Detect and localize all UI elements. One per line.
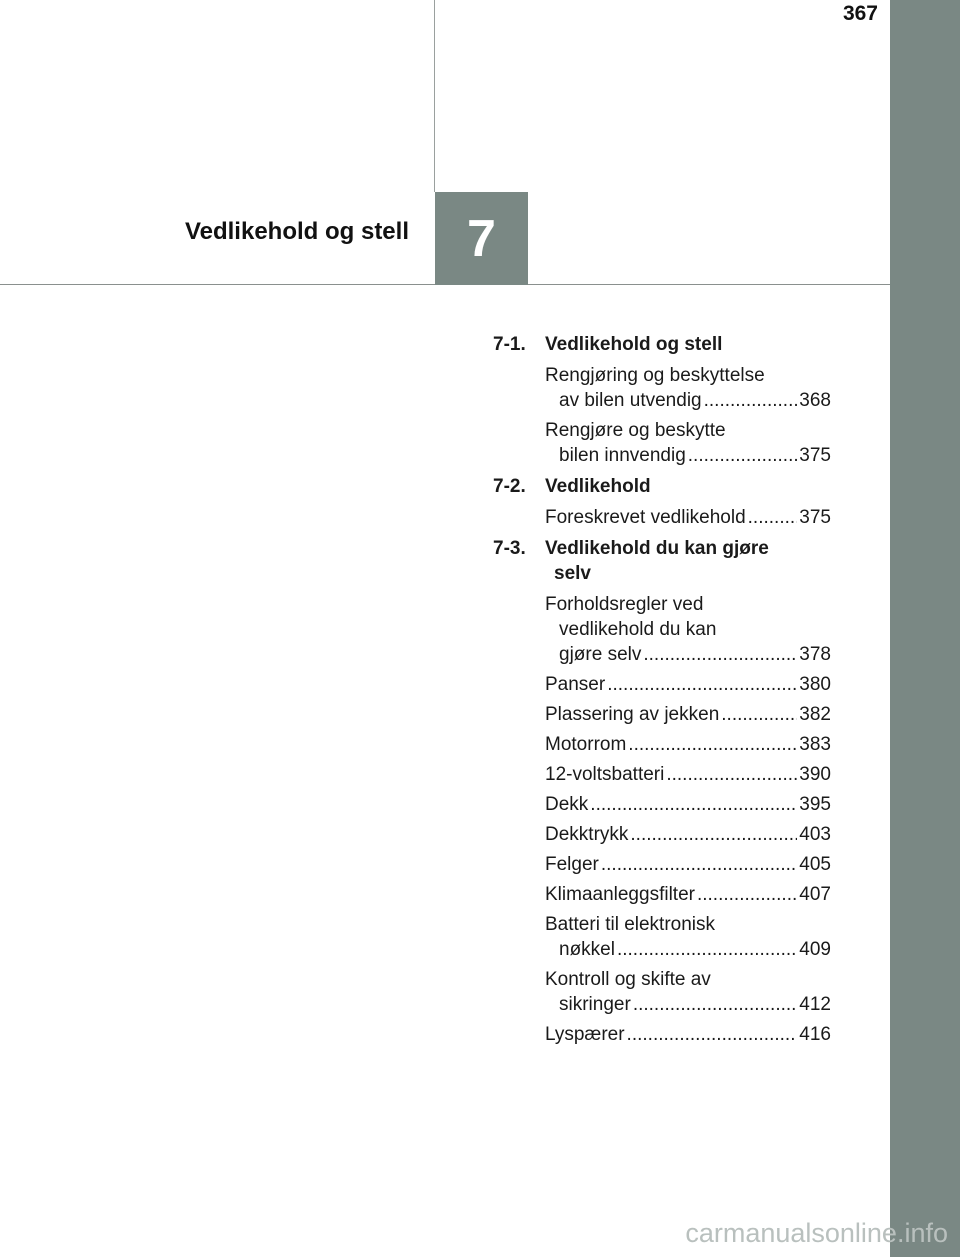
toc-section-title-line: Vedlikehold (545, 476, 651, 497)
toc-section-title-line: Vedlikehold og stell (545, 334, 723, 355)
chapter-side-bar (890, 0, 960, 1257)
toc-entry-text: Felger (545, 854, 599, 875)
toc-entry (545, 418, 831, 468)
toc-entry-row (545, 388, 831, 413)
toc-entry-text: Forholdsregler ved (545, 594, 704, 615)
toc-entry (545, 822, 831, 847)
toc-entry-row (545, 443, 831, 468)
toc-section-number: 7-1. (493, 334, 526, 355)
dot-leader (666, 762, 797, 787)
toc-entry-text: sikringer (559, 994, 631, 1015)
toc-entry-page: 383 (799, 734, 831, 755)
toc-entry-row (545, 505, 831, 530)
table-of-contents (493, 332, 831, 1053)
dot-leader (627, 1022, 798, 1047)
toc-entry (545, 792, 831, 817)
toc-entry-text: av bilen utvendig (559, 390, 702, 411)
dot-leader (607, 672, 797, 697)
toc-entry-row (545, 642, 831, 667)
toc-entry (545, 732, 831, 757)
dot-leader (643, 642, 797, 667)
toc-entry-text: Panser (545, 674, 606, 695)
toc-entry-page: 382 (799, 704, 831, 725)
toc-section-title (545, 474, 831, 499)
toc-entry-row (545, 792, 831, 817)
toc-entry-text: Rengjøring og beskyttelse (545, 365, 765, 386)
toc-entry-text: Motorrom (545, 734, 627, 755)
toc-entry-row (545, 822, 831, 847)
toc-entry-page: 407 (799, 884, 831, 905)
toc-section-title-line: selv (554, 563, 591, 584)
toc-entry-row (545, 732, 831, 757)
toc-entry-text: Kontroll og skifte av (545, 969, 711, 990)
chapter-title: Vedlikehold og stell (184, 218, 409, 245)
dot-leader (748, 505, 798, 530)
toc-entry-page: 375 (799, 445, 831, 466)
toc-entry-row (545, 762, 831, 787)
toc-entry-text: Rengjøre og beskytte (545, 420, 726, 441)
toc-entry-row (545, 882, 831, 907)
page-number: 367 (842, 2, 878, 25)
toc-entry (545, 672, 831, 697)
watermark: carmanualsonline.info (685, 1218, 948, 1248)
toc-section-heading (493, 536, 831, 586)
dot-leader (601, 852, 797, 877)
toc-entry-row (545, 1022, 831, 1047)
toc-section-number: 7-3. (493, 538, 526, 559)
toc-entry-page: 405 (799, 854, 831, 875)
toc-entry-page: 368 (799, 390, 831, 411)
toc-entry-page: 403 (799, 824, 831, 845)
toc-section-heading (493, 474, 831, 499)
toc-section-title (545, 332, 831, 357)
chapter-number-box (435, 192, 528, 285)
toc-entry-text: Plassering av jekken (545, 704, 720, 725)
toc-entry (545, 592, 831, 667)
toc-section-title (545, 536, 831, 586)
dot-leader (704, 388, 798, 413)
toc-entry-text: Foreskrevet vedlikehold (545, 507, 746, 528)
toc-entry-text: Batteri til elektronisk (545, 914, 716, 935)
toc-section (493, 332, 831, 468)
toc-entry-row (545, 852, 831, 877)
toc-entry-row (545, 702, 831, 727)
toc-entry-page: 409 (799, 939, 831, 960)
toc-entry-page: 378 (799, 644, 831, 665)
toc-entry (545, 363, 831, 413)
dot-leader (628, 732, 797, 757)
toc-section (493, 536, 831, 1047)
toc-entry (545, 967, 831, 1017)
toc-entry (545, 912, 831, 962)
toc-section-title-line: Vedlikehold du kan gjøre (545, 538, 769, 559)
toc-entry (545, 852, 831, 877)
toc-entry-page: 375 (799, 507, 831, 528)
toc-entry-text: gjøre selv (559, 644, 642, 665)
toc-entry-page: 390 (799, 764, 831, 785)
toc-entry-text: Dekk (545, 794, 589, 815)
dot-leader (721, 702, 797, 727)
toc-entry-text: Dekktrykk (545, 824, 629, 845)
dot-leader (697, 882, 797, 907)
dot-leader (633, 992, 797, 1017)
toc-entry (545, 762, 831, 787)
toc-entry (545, 505, 831, 530)
toc-section-number: 7-2. (493, 476, 526, 497)
toc-entry-page: 395 (799, 794, 831, 815)
chapter-number: 7 (467, 209, 496, 268)
toc-entry-text: Klimaanleggsfilter (545, 884, 695, 905)
toc-entry-row (545, 672, 831, 697)
toc-entry-text: Lyspærer (545, 1024, 625, 1045)
toc-section-heading (493, 332, 831, 357)
toc-entry-row (545, 992, 831, 1017)
toc-entry (545, 702, 831, 727)
toc-entry-page: 416 (799, 1024, 831, 1045)
header-divider-vertical (434, 0, 435, 192)
toc-entry-text: 12-voltsbatteri (545, 764, 665, 785)
toc-section (493, 474, 831, 530)
toc-entry-text: vedlikehold du kan (559, 619, 717, 640)
toc-entry-page: 380 (799, 674, 831, 695)
toc-entry (545, 1022, 831, 1047)
toc-entry-text: bilen innvendig (559, 445, 686, 466)
dot-leader (617, 937, 797, 962)
toc-entry-row (545, 937, 831, 962)
dot-leader (630, 822, 797, 847)
toc-entry (545, 882, 831, 907)
dot-leader (590, 792, 797, 817)
toc-entry-text: nøkkel (559, 939, 615, 960)
dot-leader (688, 443, 798, 468)
toc-entry-page: 412 (799, 994, 831, 1015)
